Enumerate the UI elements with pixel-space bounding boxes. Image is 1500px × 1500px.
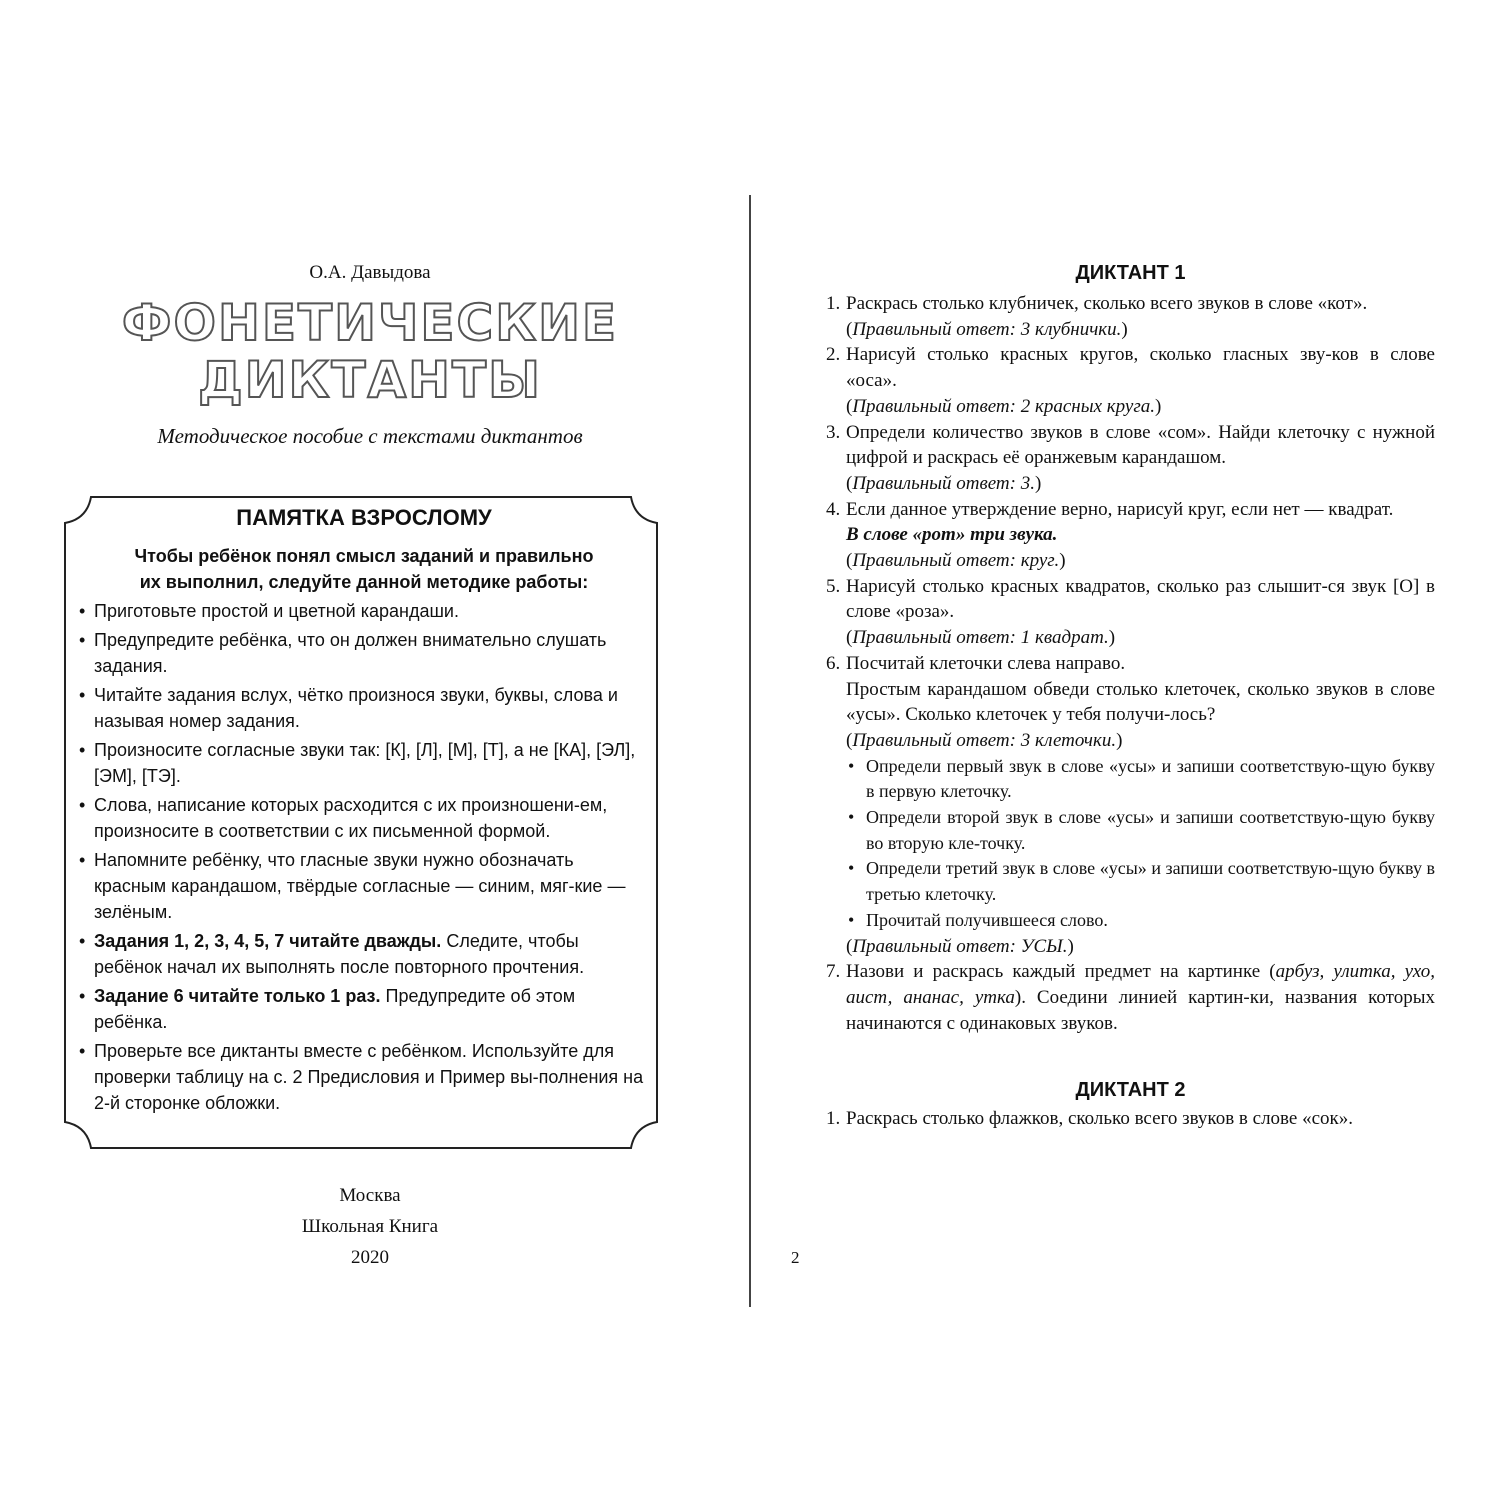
right-page (826, 262, 1435, 1132)
task-item: 1. Раскрась столько флажков, сколько всего звуков в слове «сок». (826, 1108, 1354, 1130)
subtask-item: • Определи первый звук в слове «усы» и запиши соответствую-щую букву в первую клеточку. (846, 754, 1435, 805)
book-subtitle: Методическое пособие с текстами диктантов (157, 424, 583, 448)
memo-item: • Читайте задания вслух, чётко произнося звуки, буквы, слова и называя номер задания. (79, 682, 649, 734)
task-answer: (Правильный ответ: 2 красных круга.) (846, 395, 1162, 417)
page-number: 2 (791, 1248, 800, 1267)
subtask-item: • Прочитай получившееся слово. (846, 908, 1435, 934)
task-item: 2. Нарисуй столько красных кругов, сколько гласных зву-ков в слове «оса». (Правильный ответ: 2 красных круга.) (826, 342, 1435, 419)
task-statement: В слове «рот» три звука. (846, 524, 1058, 546)
task-answer: (Правильный ответ: круг.) (846, 550, 1066, 572)
memo-intro-line2: их выполнил, следуйте данной методике работы: (139, 572, 589, 592)
task-item: 3. Определи количество звуков в слове «сом». Найди клеточку с нужной цифрой и раскрась её оранжевым карандашом. (Правильный ответ: 3.) (826, 420, 1435, 497)
memo-item: • Слова, написание которых расходится с их произношени-ем, произносите в соответствии с их письменной формой. (79, 792, 649, 844)
dictation2-heading: ДИКТАНТ 2 (1075, 1079, 1186, 1102)
subtask-item: • Определи третий звук в слове «усы» и запиши соответствую-щую букву в третью клеточку. (846, 856, 1435, 907)
memo-item: • Предупредите ребёнка, что он должен внимательно слушать задания. (79, 627, 649, 679)
task-item: 4. Если данное утверждение верно, нарисуй круг, если нет — квадрат. В слове «рот» три звука. (Правильный ответ: круг.) (826, 497, 1435, 574)
publisher-name: Школьная Книга (301, 1216, 439, 1237)
memo-list (79, 598, 649, 1116)
memo-item: • Произносите согласные звуки так: [К], [Л], [М], [Т], а не [КА], [ЭЛ], [ЭМ], [ТЭ]. (79, 737, 649, 789)
memo-intro-line1: Чтобы ребёнок понял смысл заданий и правильно (134, 546, 594, 566)
book-spine-divider (749, 195, 751, 1307)
subtask-list (846, 754, 1435, 934)
memo-heading: ПАМЯТКА ВЗРОСЛОМУ (236, 505, 492, 530)
book-title-line2: ДИКТАНТЫ (198, 351, 542, 409)
task-item: 5. Нарисуй столько красных квадратов, сколько раз слышит-ся звук [О] в слове «роза». (Правильный ответ: 1 квадрат.) (826, 574, 1435, 651)
publisher-city: Москва (339, 1185, 401, 1206)
task-answer: (Правильный ответ: 3 клубнички.) (846, 318, 1128, 340)
task-item: 6. Посчитай клеточки слева направо. Простым карандашом обведи столько клеточек, сколько звуков в слове «усы». Сколько клеточек у тебя получи-лось? (Правильный ответ: 3 клеточки.) • Определи первый звук в слове «усы» и запиши соответствую-щую букву в первую клеточку. • Определи второй звук в слове «усы» и запиши соответствую-щую букву во вторую кле-точку. • Определи третий звук в слове «усы» и запиши соответствую-щую букву в третью клеточку. • Прочитай получившееся слово. (Правильный ответ: УСЫ.) (826, 651, 1435, 959)
task-answer: (Правильный ответ: 3 клеточки.) (846, 729, 1123, 751)
memo-item: • Задания 1, 2, 3, 4, 5, 7 читайте дважды. Следите, чтобы ребёнок начал их выполнять после повторного прочтения. (79, 928, 649, 980)
memo-item: • Напомните ребёнку, что гласные звуки нужно обозначать красным карандашом, твёрдые согласные — синим, мяг-кие — зелёным. (79, 847, 649, 925)
task-answer: (Правильный ответ: 3.) (846, 472, 1042, 494)
author-name: О.А. Давыдова (309, 262, 431, 283)
memo-item: • Задание 6 читайте только 1 раз. Предупредите об этом ребёнка. (79, 983, 649, 1035)
memo-item: • Приготовьте простой и цветной карандаши. (79, 598, 649, 624)
task-item: 1. Раскрась столько клубничек, сколько всего звуков в слове «кот». (Правильный ответ: 3 клубнички.) (826, 291, 1435, 342)
task-answer: (Правильный ответ: УСЫ.) (846, 935, 1074, 957)
left-page (0, 0, 749, 1500)
publication-year: 2020 (351, 1247, 389, 1268)
memo-item: • Проверьте все диктанты вместе с ребёнком. Используйте для проверки таблицу на с. 2 Предисловия и Пример вы-полнения на 2-й сторонке обложки. (79, 1038, 649, 1116)
book-title-line1: ФОНЕТИЧЕСКИЕ (121, 294, 619, 352)
subtask-item: • Определи второй звук в слове «усы» и запиши соответствую-щую букву во вторую кле-точку. (846, 805, 1435, 856)
task-answer: (Правильный ответ: 1 квадрат.) (846, 627, 1116, 649)
memo-box (79, 505, 649, 1119)
memo-intro (79, 543, 649, 595)
task-item: 7. Назови и раскрась каждый предмет на картинке (арбуз, улитка, ухо, аист, ананас, утка). Соедини линией картин-ки, названия которых начинаются с одинаковых звуков. (826, 961, 1436, 1034)
dictation1-heading: ДИКТАНТ 1 (1075, 262, 1186, 284)
